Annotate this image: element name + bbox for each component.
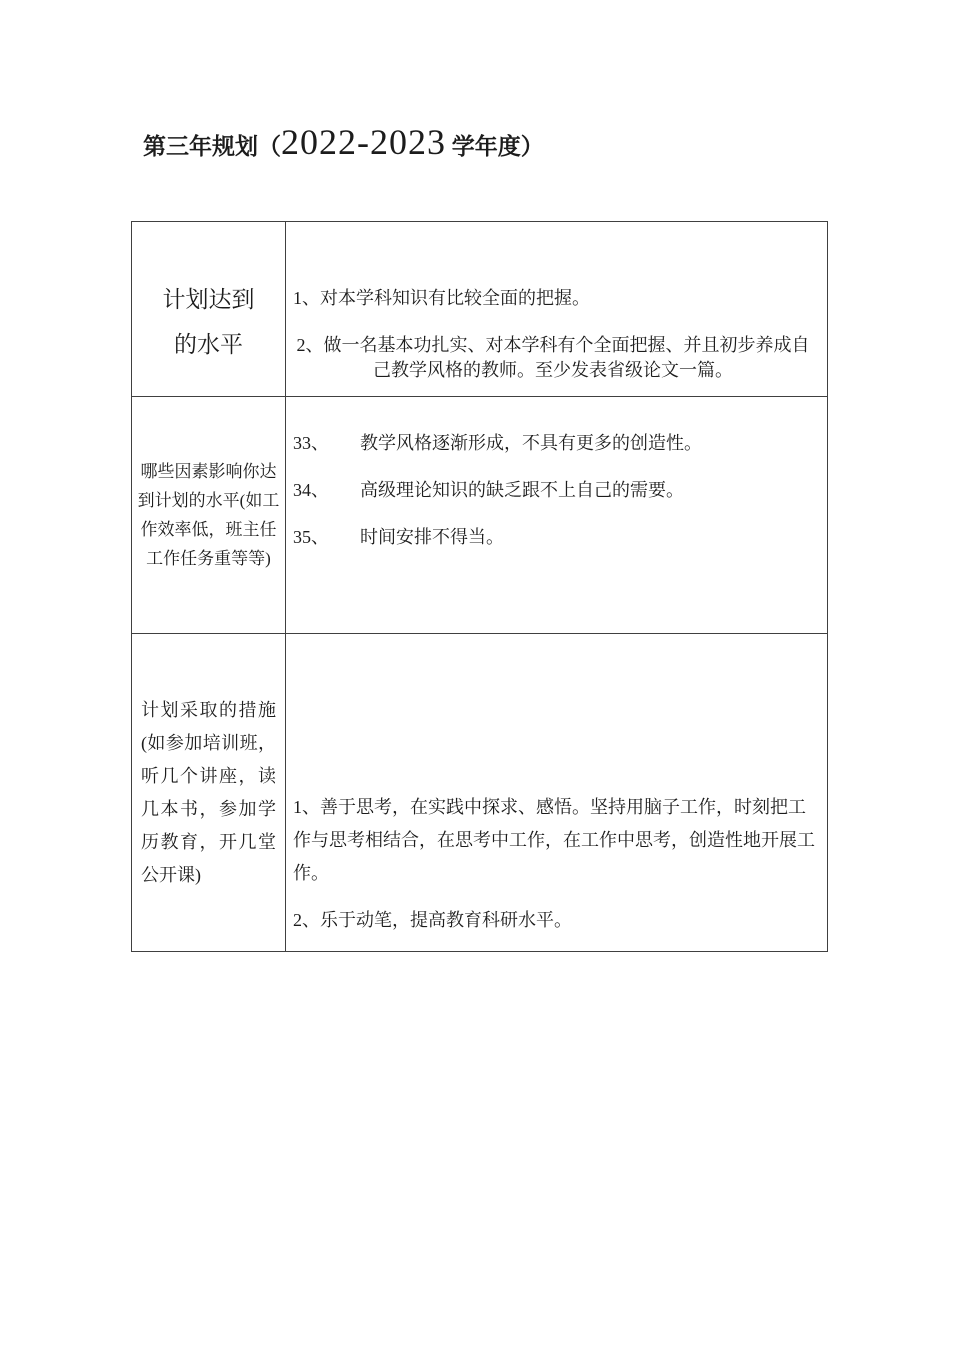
- measures-header-text: 计划采取的措施(如参加培训班，听几个讲座，读几本书，参加学历教育，开几堂公开课): [141, 699, 276, 885]
- row-content-goal-level: [286, 222, 827, 397]
- title-year: 2022-2023: [281, 122, 446, 162]
- title-prefix: 第三年规划（: [143, 134, 281, 159]
- factor-number: 33、: [293, 433, 329, 453]
- factor-item-2: [293, 477, 817, 503]
- header-line-2: 的水平: [174, 332, 243, 357]
- factor-text: 时间安排不得当。: [360, 527, 504, 547]
- factor-number: 35、: [293, 527, 329, 547]
- row-header-factors: [132, 397, 286, 634]
- factor-item-3: [293, 524, 817, 550]
- goal-item-1: 1、对本学科知识有比较全面的把握。: [293, 288, 590, 308]
- factor-text: 教学风格逐渐形成，不具有更多的创造性。: [360, 433, 702, 453]
- goal-item-2: 2、做一名基本功扎实、对本学科有个全面把握、并且初步养成自己教学风格的教师。至少发表省级论文一篇。: [296, 335, 810, 380]
- row-header-goal-level: [132, 222, 286, 397]
- title-suffix: 学年度）: [446, 134, 544, 159]
- row-content-factors: [286, 397, 827, 634]
- planning-table: [131, 221, 828, 952]
- factor-text: 高级理论知识的缺乏跟不上自己的需要。: [360, 480, 684, 500]
- header-line-1: 计划达到: [162, 287, 255, 312]
- row-header-measures: [132, 634, 286, 951]
- measure-item-1: 1、善于思考，在实践中探求、感悟。坚持用脑子工作，时刻把工作与思考相结合，在思考中工作，在工作中思考，创造性地开展工作。: [293, 797, 815, 883]
- measure-item-2: 2、乐于动笔，提高教育科研水平。: [293, 910, 572, 930]
- factor-item-1: [293, 430, 817, 456]
- factor-number: 34、: [293, 480, 329, 500]
- factors-header-text: 哪些因素影响你达到计划的水平(如工作效率低，班主任工作任务重等等): [137, 462, 280, 568]
- row-content-measures: [286, 634, 827, 951]
- document-title: [143, 122, 544, 167]
